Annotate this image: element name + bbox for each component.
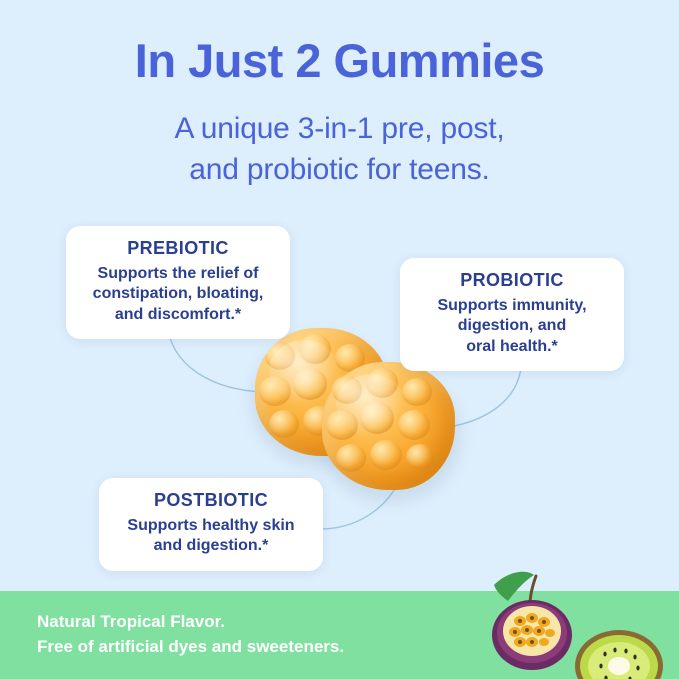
callout-line: constipation, bloating, — [92, 285, 264, 303]
subtitle-line-1: A unique 3-in-1 pre, post, — [174, 112, 505, 145]
page-title: In Just 2 Gummies — [134, 34, 545, 87]
passionfruit-icon — [474, 567, 586, 672]
callout-line: and discomfort.* — [114, 305, 242, 323]
callout-line: digestion, and — [457, 317, 567, 335]
callout-line: Supports the relief of — [97, 265, 259, 282]
footer-line-2: Free of artificial dyes and sweeteners. — [37, 636, 345, 656]
callout-line: oral health.* — [466, 337, 558, 355]
callout-line: Supports immunity, — [437, 297, 587, 314]
callout-line: and digestion.* — [153, 537, 269, 555]
footer-line-1: Natural Tropical Flavor. — [37, 612, 226, 631]
callout-title-postbiotic: POSTBIOTIC — [153, 490, 268, 510]
callout-body-probiotic — [414, 296, 610, 357]
callout-card-prebiotic — [66, 226, 290, 339]
callout-card-postbiotic — [99, 478, 323, 571]
orange-gummy-front — [322, 362, 455, 490]
callout-body-prebiotic — [80, 264, 276, 325]
callout-card-probiotic — [400, 258, 624, 371]
callout-title-probiotic: PROBIOTIC — [460, 270, 564, 290]
callout-title-prebiotic: PREBIOTIC — [127, 238, 229, 258]
subtitle-line-2: and probiotic for teens. — [189, 153, 490, 187]
callout-line: Supports healthy skin — [127, 517, 295, 534]
footer-text — [37, 610, 344, 660]
kiwi-icon — [573, 626, 665, 679]
callout-body-postbiotic — [113, 516, 309, 557]
